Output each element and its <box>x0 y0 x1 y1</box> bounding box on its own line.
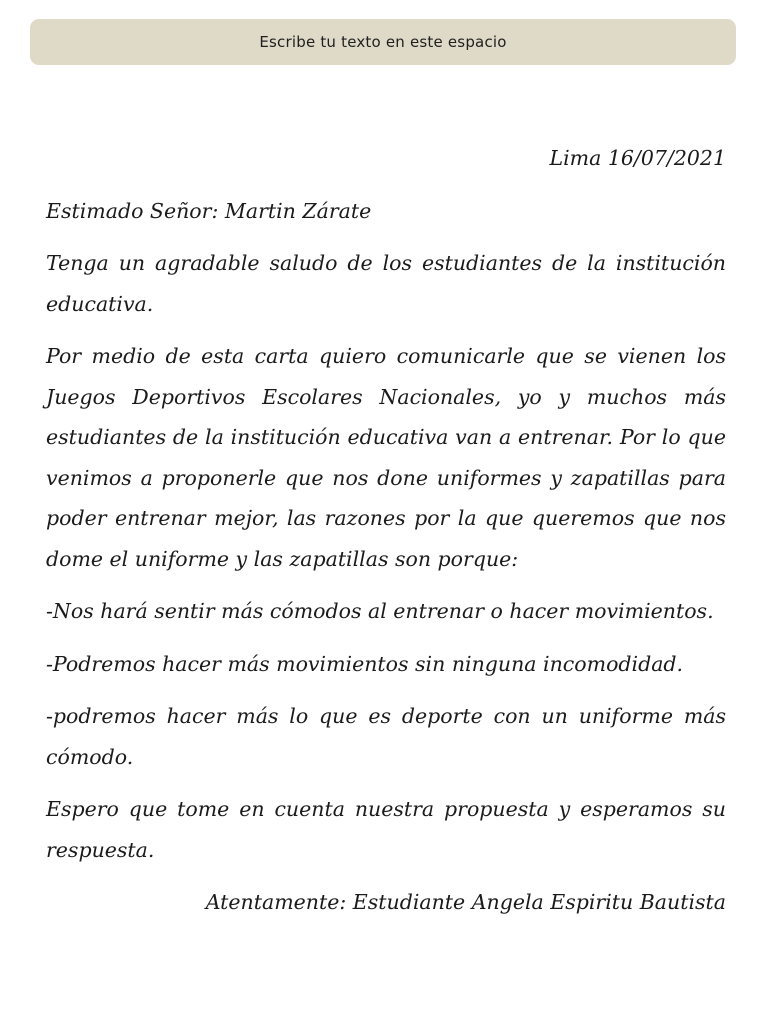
text-area-header[interactable] <box>30 19 736 65</box>
letter-reason-2: -Podremos hacer más movimientos sin ninguna incomodidad. <box>46 651 684 676</box>
letter-paragraph-greeting: Tenga un agradable saludo de los estudiantes de la institución educativa. <box>46 251 726 316</box>
header-label: Escribe tu texto en este espacio <box>259 33 507 51</box>
letter-date: Lima 16/07/2021 <box>549 146 726 170</box>
letter-salutation: Estimado Señor: Martin Zárate <box>46 198 372 223</box>
letter-paragraph-request: Espero que tome en cuenta nuestra propuesta y esperamos su respuesta. <box>46 797 726 862</box>
letter-paragraph-purpose: Por medio de esta carta quiero comunicarle que se vienen los Juegos Deportivos Escolares Nacionales, yo y muchos más estudiantes de la institución educativa van a entrenar. Por lo que venimos a proponerle que nos done uniformes y zapatillas para poder entrenar mejor, las razones por la que queremos que nos dome el uniforme y las zapatillas son porque: <box>46 344 726 571</box>
letter-closing: Atentamente: Estudiante Angela Espiritu Bautista <box>205 890 726 914</box>
letter-reason-1: -Nos hará sentir más cómodos al entrenar o hacer movimientos. <box>46 599 714 623</box>
letter-reason-3: -podremos hacer más lo que es deporte con un uniforme más cómodo. <box>46 704 726 769</box>
letter-body <box>46 138 726 923</box>
